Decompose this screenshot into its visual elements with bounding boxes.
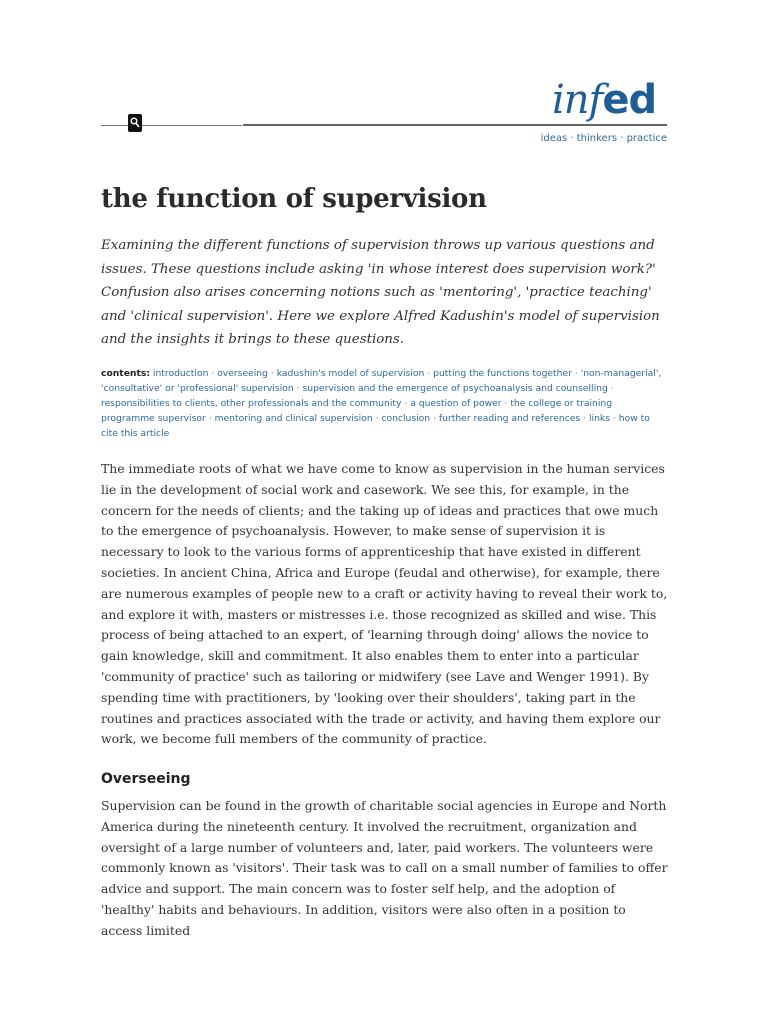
contents-separator: · [208, 368, 218, 379]
search-icon [130, 117, 140, 129]
contents-separator: · [580, 413, 589, 424]
contents-link[interactable]: kadushin's model of supervision [276, 368, 425, 379]
site-tagline: ideas · thinkers · practice [540, 133, 667, 144]
contents-link[interactable]: putting the functions together [433, 368, 572, 379]
search-button[interactable] [128, 114, 142, 132]
contents-link[interactable]: further reading and references [438, 413, 581, 424]
contents-separator: · [372, 413, 382, 424]
contents-link[interactable]: links [588, 413, 611, 424]
contents-label: contents: [101, 368, 150, 379]
contents-link[interactable]: responsibilities to clients, other professionals and the community [101, 398, 402, 409]
contents-separator: · [607, 383, 614, 394]
contents-link[interactable]: supervision and the emergence of psychoanalysis and counselling [302, 383, 608, 394]
contents-separator: · [205, 413, 215, 424]
paragraph-overseeing: Supervision can be found in the growth of charitable social agencies in Europe and North America during the nineteenth century. It involved the recruitment, organization and oversight of a large number of volunteers and, later, paid workers. The volunteers were commonly known as 'visitors'. Their task was to call on a small number of families to offer advice and support. The main concern was to foster self help, and the adoption of 'healthy' habits and behaviours. In addition, visitors were also often in a position to access limited [101, 798, 668, 938]
contents-separator: · [401, 398, 411, 409]
contents-link[interactable]: conclusion [381, 413, 431, 424]
contents-link[interactable]: 'non-managerial', 'consultative' or 'professional' supervision [101, 368, 662, 394]
page-title: the function of supervision [101, 184, 487, 214]
contents-link[interactable]: overseeing [217, 368, 268, 379]
contents-separator: · [571, 368, 581, 379]
contents-link[interactable]: how to cite this article [101, 413, 650, 439]
contents-link[interactable]: mentoring and clinical supervision [214, 413, 373, 424]
contents-link[interactable]: the college or training programme supervisor [101, 398, 613, 424]
contents-link[interactable]: introduction [152, 368, 209, 379]
section-heading-overseeing: Overseeing [101, 771, 191, 787]
search-field-underline[interactable] [101, 125, 242, 126]
contents-links [101, 368, 661, 439]
logo-text-ed: ed [602, 77, 657, 123]
contents-separator: · [430, 413, 439, 424]
contents-separator: · [293, 383, 303, 394]
table-of-contents [101, 366, 667, 441]
paragraph-introduction: The immediate roots of what we have come to know as supervision in the human services lie in the development of social work and casework. We see this, for example, in the concern for the needs of clients; and the taking up of ideas and practices that owe much to the emergence of psychoanalysis. However, to make sense of supervision it is necessary to look to the various forms of apprenticeship that have existed in different societies. In ancient China, Africa and Europe (feudal and otherwise), for example, there are numerous examples of people new to a craft or activity having to reveal their work to, and explore it with, masters or mistresses i.e. those recognized as skilled and wise. This process of being attached to an expert, of 'learning through doing' allows the novice to gain knowledge, skill and commitment. It also enables them to enter into a particular 'community of practice' such as tailoring or midwifery (see Lave and Wenger 1991). By spending time with practitioners, by 'looking over their shoulders', taking part in the routines and practices associated with the trade or activity, and having them explore our work, we become full members of the community of practice. [101, 461, 668, 747]
contents-separator: · [424, 368, 434, 379]
logo-text-inf: inf [552, 77, 603, 123]
contents-separator: · [501, 398, 511, 409]
header-divider [243, 124, 667, 126]
contents-link[interactable]: a question of power [410, 398, 502, 409]
contents-separator: · [267, 368, 277, 379]
infed-logo[interactable] [552, 76, 656, 124]
contents-separator: · [610, 413, 619, 424]
article-intro: Examining the different functions of supervision throws up various questions and issues. These questions include asking 'in whose interest does supervision work?' Confusion also arises concerning notions such as 'mentoring', 'practice teaching' and 'clinical supervision'. Here we explore Alfred Kadushin's model of supervision and the insights it brings to these questions. [101, 238, 660, 347]
